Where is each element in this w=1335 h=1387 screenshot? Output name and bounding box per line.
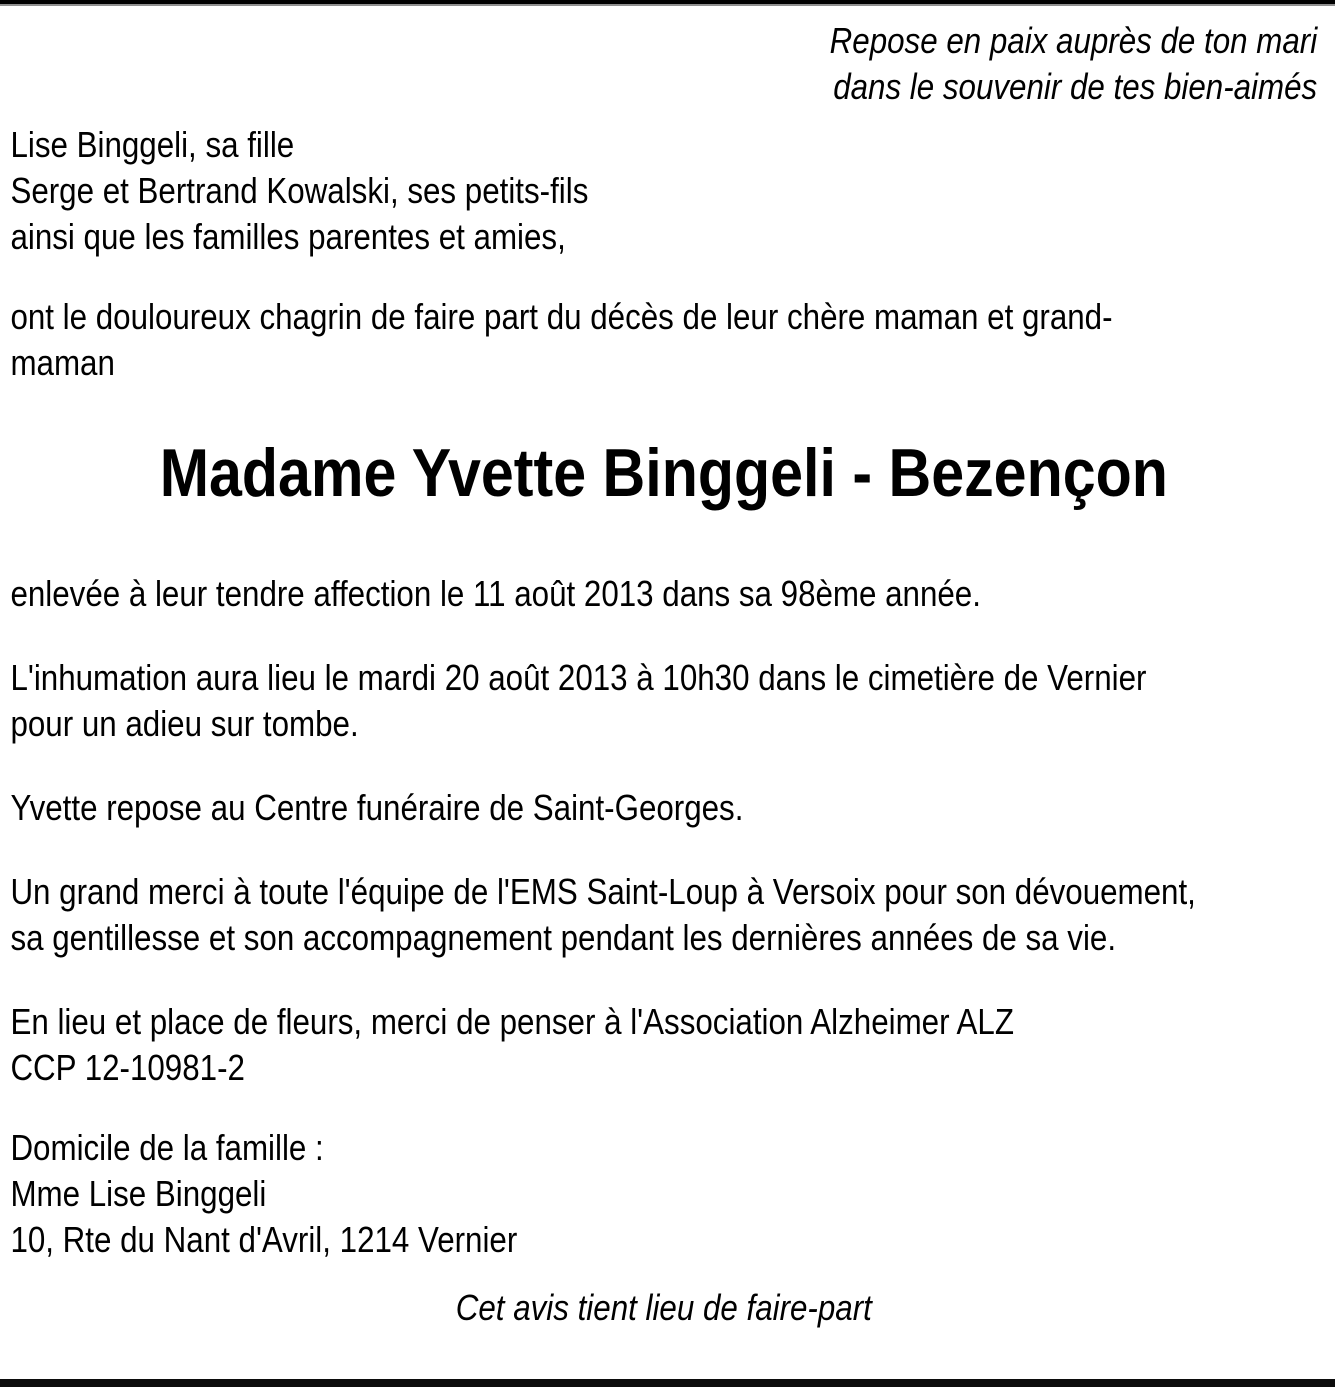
family-line: ainsi que les familles parentes et amies, (10, 216, 566, 257)
notice-sheet (0, 18, 1335, 1331)
repose-line: Yvette repose au Centre funéraire de Saint-Georges. (10, 787, 744, 828)
family-address (0, 1125, 1335, 1263)
burial-line: L'inhumation aura lieu le mardi 20 août 2013 à 10h30 dans le cimetière de Vernier (10, 657, 1147, 698)
donation-statement (0, 999, 1335, 1091)
epigraph (0, 18, 1335, 110)
donation-line: En lieu et place de fleurs, merci de penser à l'Association Alzheimer ALZ (10, 1001, 1014, 1042)
thanks-line: Un grand merci à toute l'équipe de l'EMS Saint-Loup à Versoix pour son dévouement, (10, 871, 1196, 912)
announcement-line: maman (10, 342, 115, 383)
announcement-line: ont le douloureux chagrin de faire part du décès de leur chère maman et grand- (10, 296, 1113, 337)
bottom-rule (0, 1379, 1335, 1387)
address-line: Domicile de la famille : (10, 1127, 324, 1168)
family-list (0, 122, 1335, 260)
top-rule-shadow (0, 4, 1335, 6)
family-line: Serge et Bertrand Kowalski, ses petits-fils (10, 170, 589, 211)
donation-line: CCP 12-10981-2 (10, 1047, 245, 1088)
epigraph-line: dans le souvenir de tes bien-aimés (833, 66, 1318, 107)
burial-statement (0, 655, 1335, 747)
family-line: Lise Binggeli, sa fille (10, 124, 295, 165)
thanks-statement (0, 869, 1335, 961)
deceased-name: Madame Yvette Binggeli - Bezençon (159, 435, 1168, 511)
announcement (0, 294, 1335, 386)
address-line: Mme Lise Binggeli (10, 1173, 267, 1214)
address-line: 10, Rte du Nant d'Avril, 1214 Vernier (10, 1219, 518, 1260)
epigraph-line: Repose en paix auprès de ton mari (829, 20, 1318, 61)
repose-statement (0, 785, 1335, 831)
burial-line: pour un adieu sur tombe. (10, 703, 359, 744)
thanks-line: sa gentillesse et son accompagnement pendant les dernières années de sa vie. (10, 917, 1117, 958)
death-line: enlevée à leur tendre affection le 11 août 2013 dans sa 98ème année. (10, 573, 981, 614)
footer-notice: Cet avis tient lieu de faire-part (455, 1287, 872, 1328)
death-statement (0, 571, 1335, 617)
